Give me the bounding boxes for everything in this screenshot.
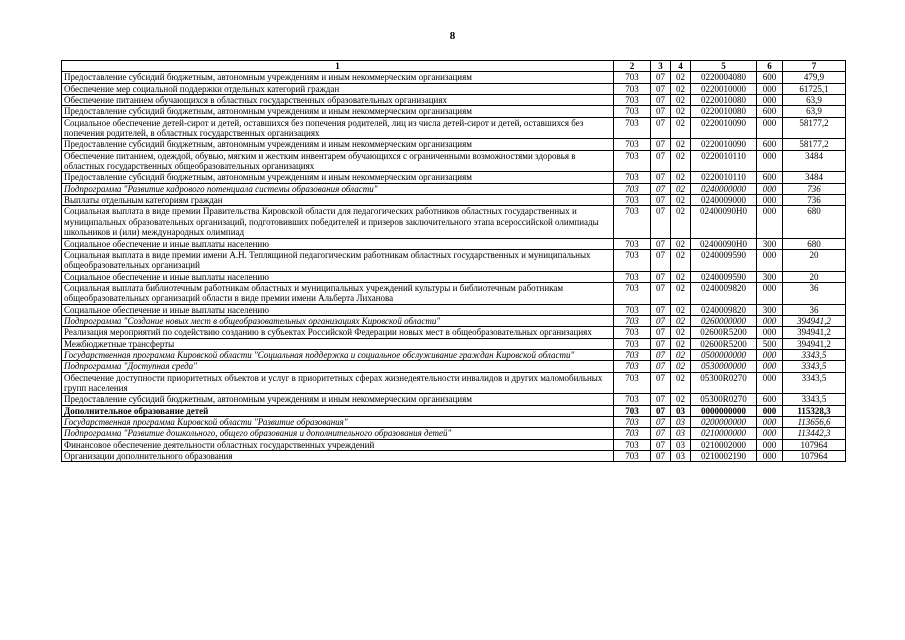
amount-cell: 63,9: [783, 95, 846, 106]
table-row: [62, 372, 846, 394]
row-name-cell: Государственная программа Кировской области "Развитие образования": [62, 417, 614, 428]
section-code-cell: 07: [651, 172, 671, 183]
row-name-cell: Социальная выплата в виде премии Правительства Кировской области для педагогических работников областных государственных и муниципальных образовательных организаций, подготовивших победителей и призеров заключительного этапа всероссийской олимпиады школьников и (или) международных олимпиад: [62, 206, 614, 238]
subsection-code-cell: 02: [671, 206, 691, 238]
chapter-code-cell: 703: [614, 282, 651, 304]
chapter-code-cell: 703: [614, 338, 651, 349]
expense-type-cell: 000: [757, 417, 783, 428]
table-row: [62, 349, 846, 360]
subsection-code-cell: 02: [671, 394, 691, 405]
subsection-code-cell: 02: [671, 338, 691, 349]
table-row: [62, 238, 846, 249]
row-name-cell: Межбюджетные трансферты: [62, 338, 614, 349]
subsection-code-cell: 02: [671, 183, 691, 194]
section-code-cell: 07: [651, 195, 671, 206]
expense-type-cell: 000: [757, 372, 783, 394]
row-name-cell: Подпрограмма "Доступная среда": [62, 361, 614, 372]
table-row: [62, 83, 846, 94]
expense-type-cell: 600: [757, 139, 783, 150]
amount-cell: 36: [783, 282, 846, 304]
target-article-cell: 0220010110: [691, 150, 757, 172]
table-row: [62, 106, 846, 117]
section-code-cell: 07: [651, 439, 671, 450]
subsection-code-cell: 02: [671, 271, 691, 282]
table-body: [62, 72, 846, 462]
target-article-cell: 0220010080: [691, 95, 757, 106]
expense-type-cell: 000: [757, 349, 783, 360]
subsection-code-cell: 02: [671, 172, 691, 183]
section-code-cell: 07: [651, 83, 671, 94]
expense-type-cell: 300: [757, 238, 783, 249]
amount-cell: 394941,2: [783, 327, 846, 338]
table-row: [62, 195, 846, 206]
table-row: [62, 304, 846, 315]
target-article-cell: 0210000000: [691, 428, 757, 439]
expense-type-cell: 000: [757, 95, 783, 106]
target-article-cell: 0200000000: [691, 417, 757, 428]
subsection-code-cell: 03: [671, 417, 691, 428]
expense-type-cell: 600: [757, 106, 783, 117]
row-name-cell: Социальная выплата в виде премии имени А.Н. Теплящиной педагогическим работникам областных государственных и муниципальных общеобразовательных организаций: [62, 249, 614, 271]
row-name-cell: Подпрограмма "Создание новых мест в общеобразовательных организациях Кировской области": [62, 315, 614, 326]
amount-cell: 394941,2: [783, 315, 846, 326]
subsection-code-cell: 02: [671, 95, 691, 106]
target-article-cell: 05300R0270: [691, 372, 757, 394]
chapter-code-cell: 703: [614, 271, 651, 282]
target-article-cell: 05300R0270: [691, 394, 757, 405]
chapter-code-cell: 703: [614, 150, 651, 172]
expense-type-cell: 000: [757, 405, 783, 416]
row-name-cell: Предоставление субсидий бюджетным, автономным учреждениям и иным некоммерческим организациям: [62, 139, 614, 150]
target-article-cell: 0220010000: [691, 83, 757, 94]
table-row: [62, 394, 846, 405]
section-code-cell: 07: [651, 271, 671, 282]
amount-cell: 107964: [783, 439, 846, 450]
expense-type-cell: 000: [757, 249, 783, 271]
expense-type-cell: 000: [757, 150, 783, 172]
row-name-cell: Обеспечение мер социальной поддержки отдельных категорий граждан: [62, 83, 614, 94]
chapter-code-cell: 703: [614, 394, 651, 405]
column-header: 6: [757, 61, 783, 72]
target-article-cell: 0530000000: [691, 361, 757, 372]
chapter-code-cell: 703: [614, 139, 651, 150]
target-article-cell: 0220010110: [691, 172, 757, 183]
table-row: [62, 315, 846, 326]
target-article-cell: 0240009000: [691, 195, 757, 206]
subsection-code-cell: 02: [671, 139, 691, 150]
expense-type-cell: 300: [757, 271, 783, 282]
subsection-code-cell: 02: [671, 238, 691, 249]
chapter-code-cell: 703: [614, 439, 651, 450]
table-row: [62, 439, 846, 450]
table-row: [62, 117, 846, 139]
section-code-cell: 07: [651, 106, 671, 117]
table-row: [62, 95, 846, 106]
target-article-cell: 0240009820: [691, 282, 757, 304]
subsection-code-cell: 02: [671, 361, 691, 372]
subsection-code-cell: 03: [671, 451, 691, 462]
amount-cell: 115328,3: [783, 405, 846, 416]
chapter-code-cell: 703: [614, 361, 651, 372]
amount-cell: 113656,6: [783, 417, 846, 428]
expense-type-cell: 000: [757, 206, 783, 238]
section-code-cell: 07: [651, 428, 671, 439]
target-article-cell: 0220010090: [691, 139, 757, 150]
page-number: 8: [449, 30, 456, 42]
row-name-cell: Социальное обеспечение детей-сирот и детей, оставшихся без попечения родителей, лиц из числа детей-сирот и детей, оставшихся без попечения родителей, в областных государственных организациях: [62, 117, 614, 139]
section-code-cell: 07: [651, 394, 671, 405]
expense-type-cell: 000: [757, 83, 783, 94]
chapter-code-cell: 703: [614, 83, 651, 94]
table-row: [62, 361, 846, 372]
subsection-code-cell: 03: [671, 439, 691, 450]
amount-cell: 107964: [783, 451, 846, 462]
table-row: [62, 338, 846, 349]
expense-type-cell: 600: [757, 72, 783, 83]
row-name-cell: Социальная выплата библиотечным работникам областных и муниципальных учреждений культуры и библиотечным работникам общеобразовательных организаций области в виде премии имени Альберта Лиханова: [62, 282, 614, 304]
amount-cell: 36: [783, 304, 846, 315]
table-row: [62, 417, 846, 428]
row-name-cell: Государственная программа Кировской области "Социальная поддержка и социальное обслуживание граждан Кировской области": [62, 349, 614, 360]
subsection-code-cell: 02: [671, 117, 691, 139]
row-name-cell: Финансовое обеспечение деятельности областных государственных учреждений: [62, 439, 614, 450]
table-row: [62, 327, 846, 338]
table-row: [62, 428, 846, 439]
row-name-cell: Реализация мероприятий по содействию созданию в субъектах Российской Федерации новых мест в общеобразовательных организациях: [62, 327, 614, 338]
section-code-cell: 07: [651, 315, 671, 326]
row-name-cell: Предоставление субсидий бюджетным, автономным учреждениям и иным некоммерческим организациям: [62, 106, 614, 117]
table-header-row: [62, 61, 846, 72]
subsection-code-cell: 02: [671, 327, 691, 338]
row-name-cell: Социальное обеспечение и иные выплаты населению: [62, 304, 614, 315]
target-article-cell: 02400090Н0: [691, 238, 757, 249]
target-article-cell: 0210002190: [691, 451, 757, 462]
amount-cell: 736: [783, 183, 846, 194]
row-name-cell: Подпрограмма "Развитие кадрового потенциала системы образования области": [62, 183, 614, 194]
subsection-code-cell: 02: [671, 315, 691, 326]
section-code-cell: 07: [651, 372, 671, 394]
amount-cell: 63,9: [783, 106, 846, 117]
expense-type-cell: 000: [757, 428, 783, 439]
table-row: [62, 150, 846, 172]
amount-cell: 3343,5: [783, 394, 846, 405]
subsection-code-cell: 02: [671, 372, 691, 394]
target-article-cell: 0500000000: [691, 349, 757, 360]
row-name-cell: Выплаты отдельным категориям граждан: [62, 195, 614, 206]
table-row: [62, 271, 846, 282]
amount-cell: 394941,2: [783, 338, 846, 349]
section-code-cell: 07: [651, 249, 671, 271]
expense-type-cell: 000: [757, 195, 783, 206]
section-code-cell: 07: [651, 183, 671, 194]
column-header: 7: [783, 61, 846, 72]
column-header: 3: [651, 61, 671, 72]
chapter-code-cell: 703: [614, 304, 651, 315]
chapter-code-cell: 703: [614, 372, 651, 394]
target-article-cell: 0240009590: [691, 271, 757, 282]
amount-cell: 680: [783, 238, 846, 249]
table-row: [62, 405, 846, 416]
section-code-cell: 07: [651, 72, 671, 83]
chapter-code-cell: 703: [614, 249, 651, 271]
row-name-cell: Обеспечение питанием, одеждой, обувью, мягким и жестким инвентарем обучающихся с ограниченными возможностями здоровья в областных государственных общеобразовательных организациях: [62, 150, 614, 172]
section-code-cell: 07: [651, 95, 671, 106]
section-code-cell: 07: [651, 206, 671, 238]
table-row: [62, 451, 846, 462]
row-name-cell: Обеспечение питанием обучающихся в областных государственных образовательных организациях: [62, 95, 614, 106]
section-code-cell: 07: [651, 238, 671, 249]
target-article-cell: 02400090Н0: [691, 206, 757, 238]
row-name-cell: Предоставление субсидий бюджетным, автономным учреждениям и иным некоммерческим организациям: [62, 394, 614, 405]
chapter-code-cell: 703: [614, 327, 651, 338]
column-header: 4: [671, 61, 691, 72]
subsection-code-cell: 02: [671, 195, 691, 206]
expense-type-cell: 000: [757, 315, 783, 326]
amount-cell: 3343,5: [783, 349, 846, 360]
section-code-cell: 07: [651, 304, 671, 315]
amount-cell: 479,9: [783, 72, 846, 83]
chapter-code-cell: 703: [614, 349, 651, 360]
section-code-cell: 07: [651, 338, 671, 349]
section-code-cell: 07: [651, 282, 671, 304]
expense-type-cell: 000: [757, 439, 783, 450]
subsection-code-cell: 02: [671, 83, 691, 94]
table-row: [62, 206, 846, 238]
section-code-cell: 07: [651, 405, 671, 416]
amount-cell: 3484: [783, 172, 846, 183]
budget-table: [61, 60, 846, 462]
expense-type-cell: 000: [757, 282, 783, 304]
chapter-code-cell: 703: [614, 117, 651, 139]
target-article-cell: 0220010080: [691, 106, 757, 117]
section-code-cell: 07: [651, 417, 671, 428]
expense-type-cell: 600: [757, 172, 783, 183]
target-article-cell: 0220010090: [691, 117, 757, 139]
section-code-cell: 07: [651, 349, 671, 360]
table-row: [62, 139, 846, 150]
column-header: 2: [614, 61, 651, 72]
amount-cell: 58177,2: [783, 139, 846, 150]
target-article-cell: 0240009820: [691, 304, 757, 315]
column-header: 5: [691, 61, 757, 72]
expense-type-cell: 000: [757, 183, 783, 194]
subsection-code-cell: 02: [671, 349, 691, 360]
table-row: [62, 183, 846, 194]
chapter-code-cell: 703: [614, 195, 651, 206]
target-article-cell: 0000000000: [691, 405, 757, 416]
amount-cell: 61725,1: [783, 83, 846, 94]
amount-cell: 3484: [783, 150, 846, 172]
expense-type-cell: 600: [757, 394, 783, 405]
chapter-code-cell: 703: [614, 172, 651, 183]
row-name-cell: Организации дополнительного образования: [62, 451, 614, 462]
expense-type-cell: 000: [757, 451, 783, 462]
section-code-cell: 07: [651, 150, 671, 172]
amount-cell: 113442,3: [783, 428, 846, 439]
expense-type-cell: 000: [757, 117, 783, 139]
amount-cell: 20: [783, 271, 846, 282]
target-article-cell: 02600R5200: [691, 338, 757, 349]
section-code-cell: 07: [651, 327, 671, 338]
target-article-cell: 0240009590: [691, 249, 757, 271]
subsection-code-cell: 02: [671, 72, 691, 83]
chapter-code-cell: 703: [614, 183, 651, 194]
expense-type-cell: 500: [757, 338, 783, 349]
expense-type-cell: 000: [757, 327, 783, 338]
table-row: [62, 282, 846, 304]
target-article-cell: 0220004080: [691, 72, 757, 83]
amount-cell: 680: [783, 206, 846, 238]
row-name-cell: Предоставление субсидий бюджетным, автономным учреждениям и иным некоммерческим организациям: [62, 172, 614, 183]
target-article-cell: 0260000000: [691, 315, 757, 326]
section-code-cell: 07: [651, 139, 671, 150]
row-name-cell: Социальное обеспечение и иные выплаты населению: [62, 271, 614, 282]
chapter-code-cell: 703: [614, 206, 651, 238]
subsection-code-cell: 02: [671, 150, 691, 172]
chapter-code-cell: 703: [614, 72, 651, 83]
table-row: [62, 249, 846, 271]
subsection-code-cell: 02: [671, 249, 691, 271]
subsection-code-cell: 03: [671, 405, 691, 416]
chapter-code-cell: 703: [614, 451, 651, 462]
amount-cell: 736: [783, 195, 846, 206]
section-code-cell: 07: [651, 451, 671, 462]
section-code-cell: 07: [651, 361, 671, 372]
column-header: 1: [62, 61, 614, 72]
chapter-code-cell: 703: [614, 238, 651, 249]
section-code-cell: 07: [651, 117, 671, 139]
amount-cell: 3343,5: [783, 361, 846, 372]
amount-cell: 20: [783, 249, 846, 271]
row-name-cell: Социальное обеспечение и иные выплаты населению: [62, 238, 614, 249]
subsection-code-cell: 02: [671, 106, 691, 117]
target-article-cell: 02600R5200: [691, 327, 757, 338]
row-name-cell: Подпрограмма "Развитие дошкольного, общего образования и дополнительного образования детей": [62, 428, 614, 439]
chapter-code-cell: 703: [614, 417, 651, 428]
chapter-code-cell: 703: [614, 106, 651, 117]
amount-cell: 58177,2: [783, 117, 846, 139]
chapter-code-cell: 703: [614, 315, 651, 326]
row-name-cell: Дополнительное образование детей: [62, 405, 614, 416]
target-article-cell: 0210002000: [691, 439, 757, 450]
subsection-code-cell: 03: [671, 428, 691, 439]
table-row: [62, 72, 846, 83]
chapter-code-cell: 703: [614, 405, 651, 416]
amount-cell: 3343,5: [783, 372, 846, 394]
row-name-cell: Предоставление субсидий бюджетным, автономным учреждениям и иным некоммерческим организациям: [62, 72, 614, 83]
chapter-code-cell: 703: [614, 95, 651, 106]
subsection-code-cell: 02: [671, 304, 691, 315]
expense-type-cell: 000: [757, 361, 783, 372]
table-row: [62, 172, 846, 183]
subsection-code-cell: 02: [671, 282, 691, 304]
row-name-cell: Обеспечение доступности приоритетных объектов и услуг в приоритетных сферах жизнедеятельности инвалидов и других маломобильных групп населения: [62, 372, 614, 394]
target-article-cell: 0240000000: [691, 183, 757, 194]
expense-type-cell: 300: [757, 304, 783, 315]
chapter-code-cell: 703: [614, 428, 651, 439]
